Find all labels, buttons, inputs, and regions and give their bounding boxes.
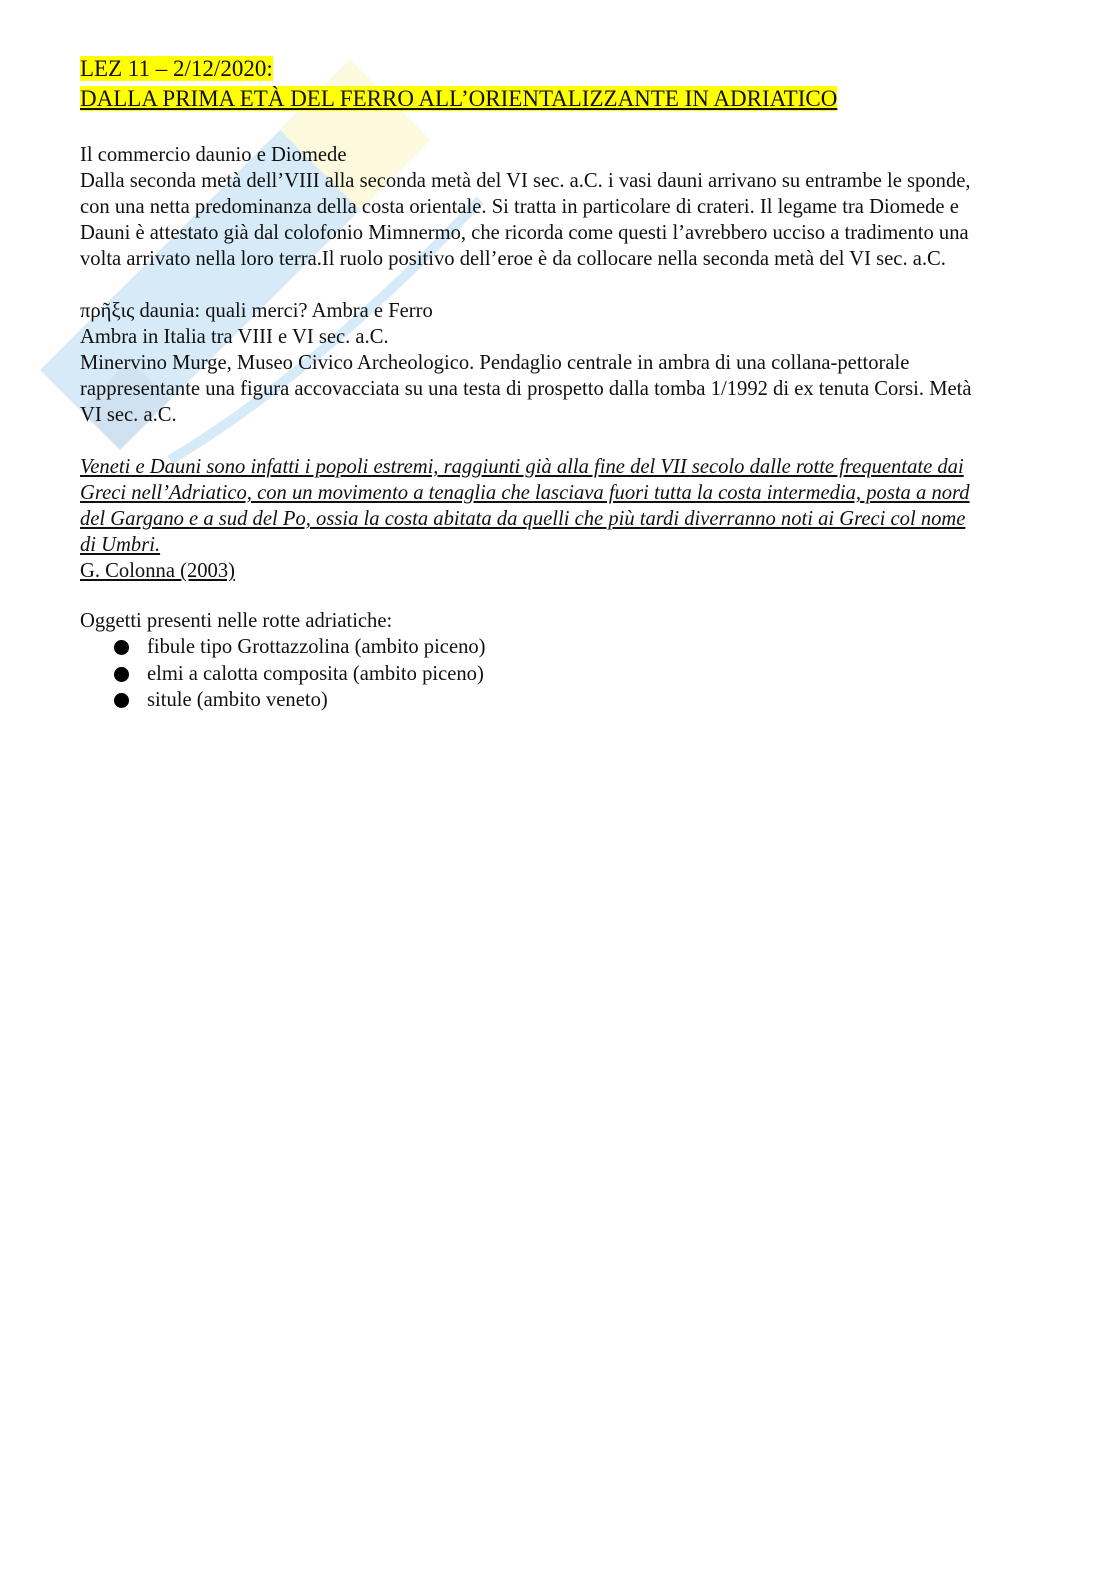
section-heading-commercio: Il commercio daunio e Diomede <box>80 144 347 166</box>
paragraph-line: VI sec. a.C. <box>80 404 177 426</box>
list-item <box>114 661 1060 688</box>
list-item-text: fibule tipo Grottazzolina (ambito piceno) <box>147 636 486 658</box>
paragraph-line: Dalla seconda metà dell’VIII alla seconda metà del VI sec. a.C. i vasi dauni arrivano su entrambe le sponde, <box>80 170 971 192</box>
bullet-icon <box>114 693 129 708</box>
list-item <box>114 687 1060 714</box>
bullet-icon <box>114 640 129 655</box>
quote-line: del Gargano e a sud del Po, ossia la costa abitata da quelli che più tardi diverranno noti ai Greci col nome <box>80 508 966 530</box>
list-item-text: elmi a calotta composita (ambito piceno) <box>147 662 484 685</box>
page-title <box>80 84 1060 114</box>
quote-line: di Umbri. <box>80 534 161 556</box>
page-title-text: DALLA PRIMA ETÀ DEL FERRO ALL’ORIENTALIZZANTE IN ADRIATICO <box>80 86 838 111</box>
paragraph-line: con una netta predominanza della costa orientale. Si tratta in particolare di crateri. Il legame tra Diomede e <box>80 196 959 218</box>
paragraph-line: volta arrivato nella loro terra.Il ruolo positivo dell’eroe è da collocare nella seconda metà del VI sec. a.C. <box>80 248 946 270</box>
quote-line: Veneti e Dauni sono infatti i popoli estremi, raggiunti già alla fine del VII secolo dalle rotte frequentate dai <box>80 456 964 478</box>
objects-heading: Oggetti presenti nelle rotte adriatiche: <box>80 610 393 632</box>
lecture-label <box>80 54 1060 84</box>
paragraph-line: Dauni è attestato già dal colofonio Mimnermo, che ricorda come questi l’avrebbero ucciso a tradimento una <box>80 222 969 244</box>
quote-line: Greci nell’Adriatico, con un movimento a tenaglia che lasciava fuori tutta la costa intermedia, posta a nord <box>80 482 970 504</box>
document-page <box>80 54 1060 714</box>
section-heading-prexis: πρῆξις daunia: quali merci? Ambra e Ferro <box>80 300 433 322</box>
section-subheading-ambra: Ambra in Italia tra VIII e VI sec. a.C. <box>80 326 389 348</box>
paragraph-line: Minervino Murge, Museo Civico Archeologico. Pendaglio centrale in ambra di una collana-pettorale <box>80 352 910 374</box>
quote-author: G. Colonna (2003) <box>80 560 236 582</box>
list-item-text: situle (ambito veneto) <box>147 689 328 711</box>
lecture-label-text: LEZ 11 – 2/12/2020: <box>80 56 273 81</box>
bullet-icon <box>114 667 129 682</box>
paragraph-line: rappresentante una figura accovacciata su una testa di prospetto dalla tomba 1/1992 di ex tenuta Corsi. Metà <box>80 378 972 400</box>
list-item <box>114 634 1060 661</box>
objects-list <box>80 634 1060 714</box>
